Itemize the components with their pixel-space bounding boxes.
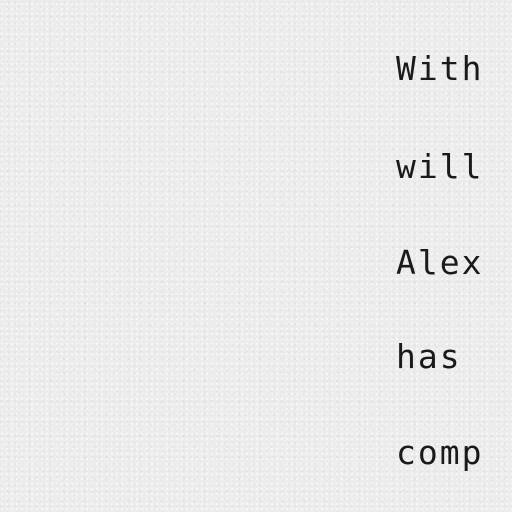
- text-line: With: [396, 49, 484, 88]
- text-line: Alex: [396, 243, 484, 282]
- text-line: has: [396, 337, 462, 376]
- text-line: will: [396, 147, 484, 186]
- text-line: comp: [396, 433, 484, 472]
